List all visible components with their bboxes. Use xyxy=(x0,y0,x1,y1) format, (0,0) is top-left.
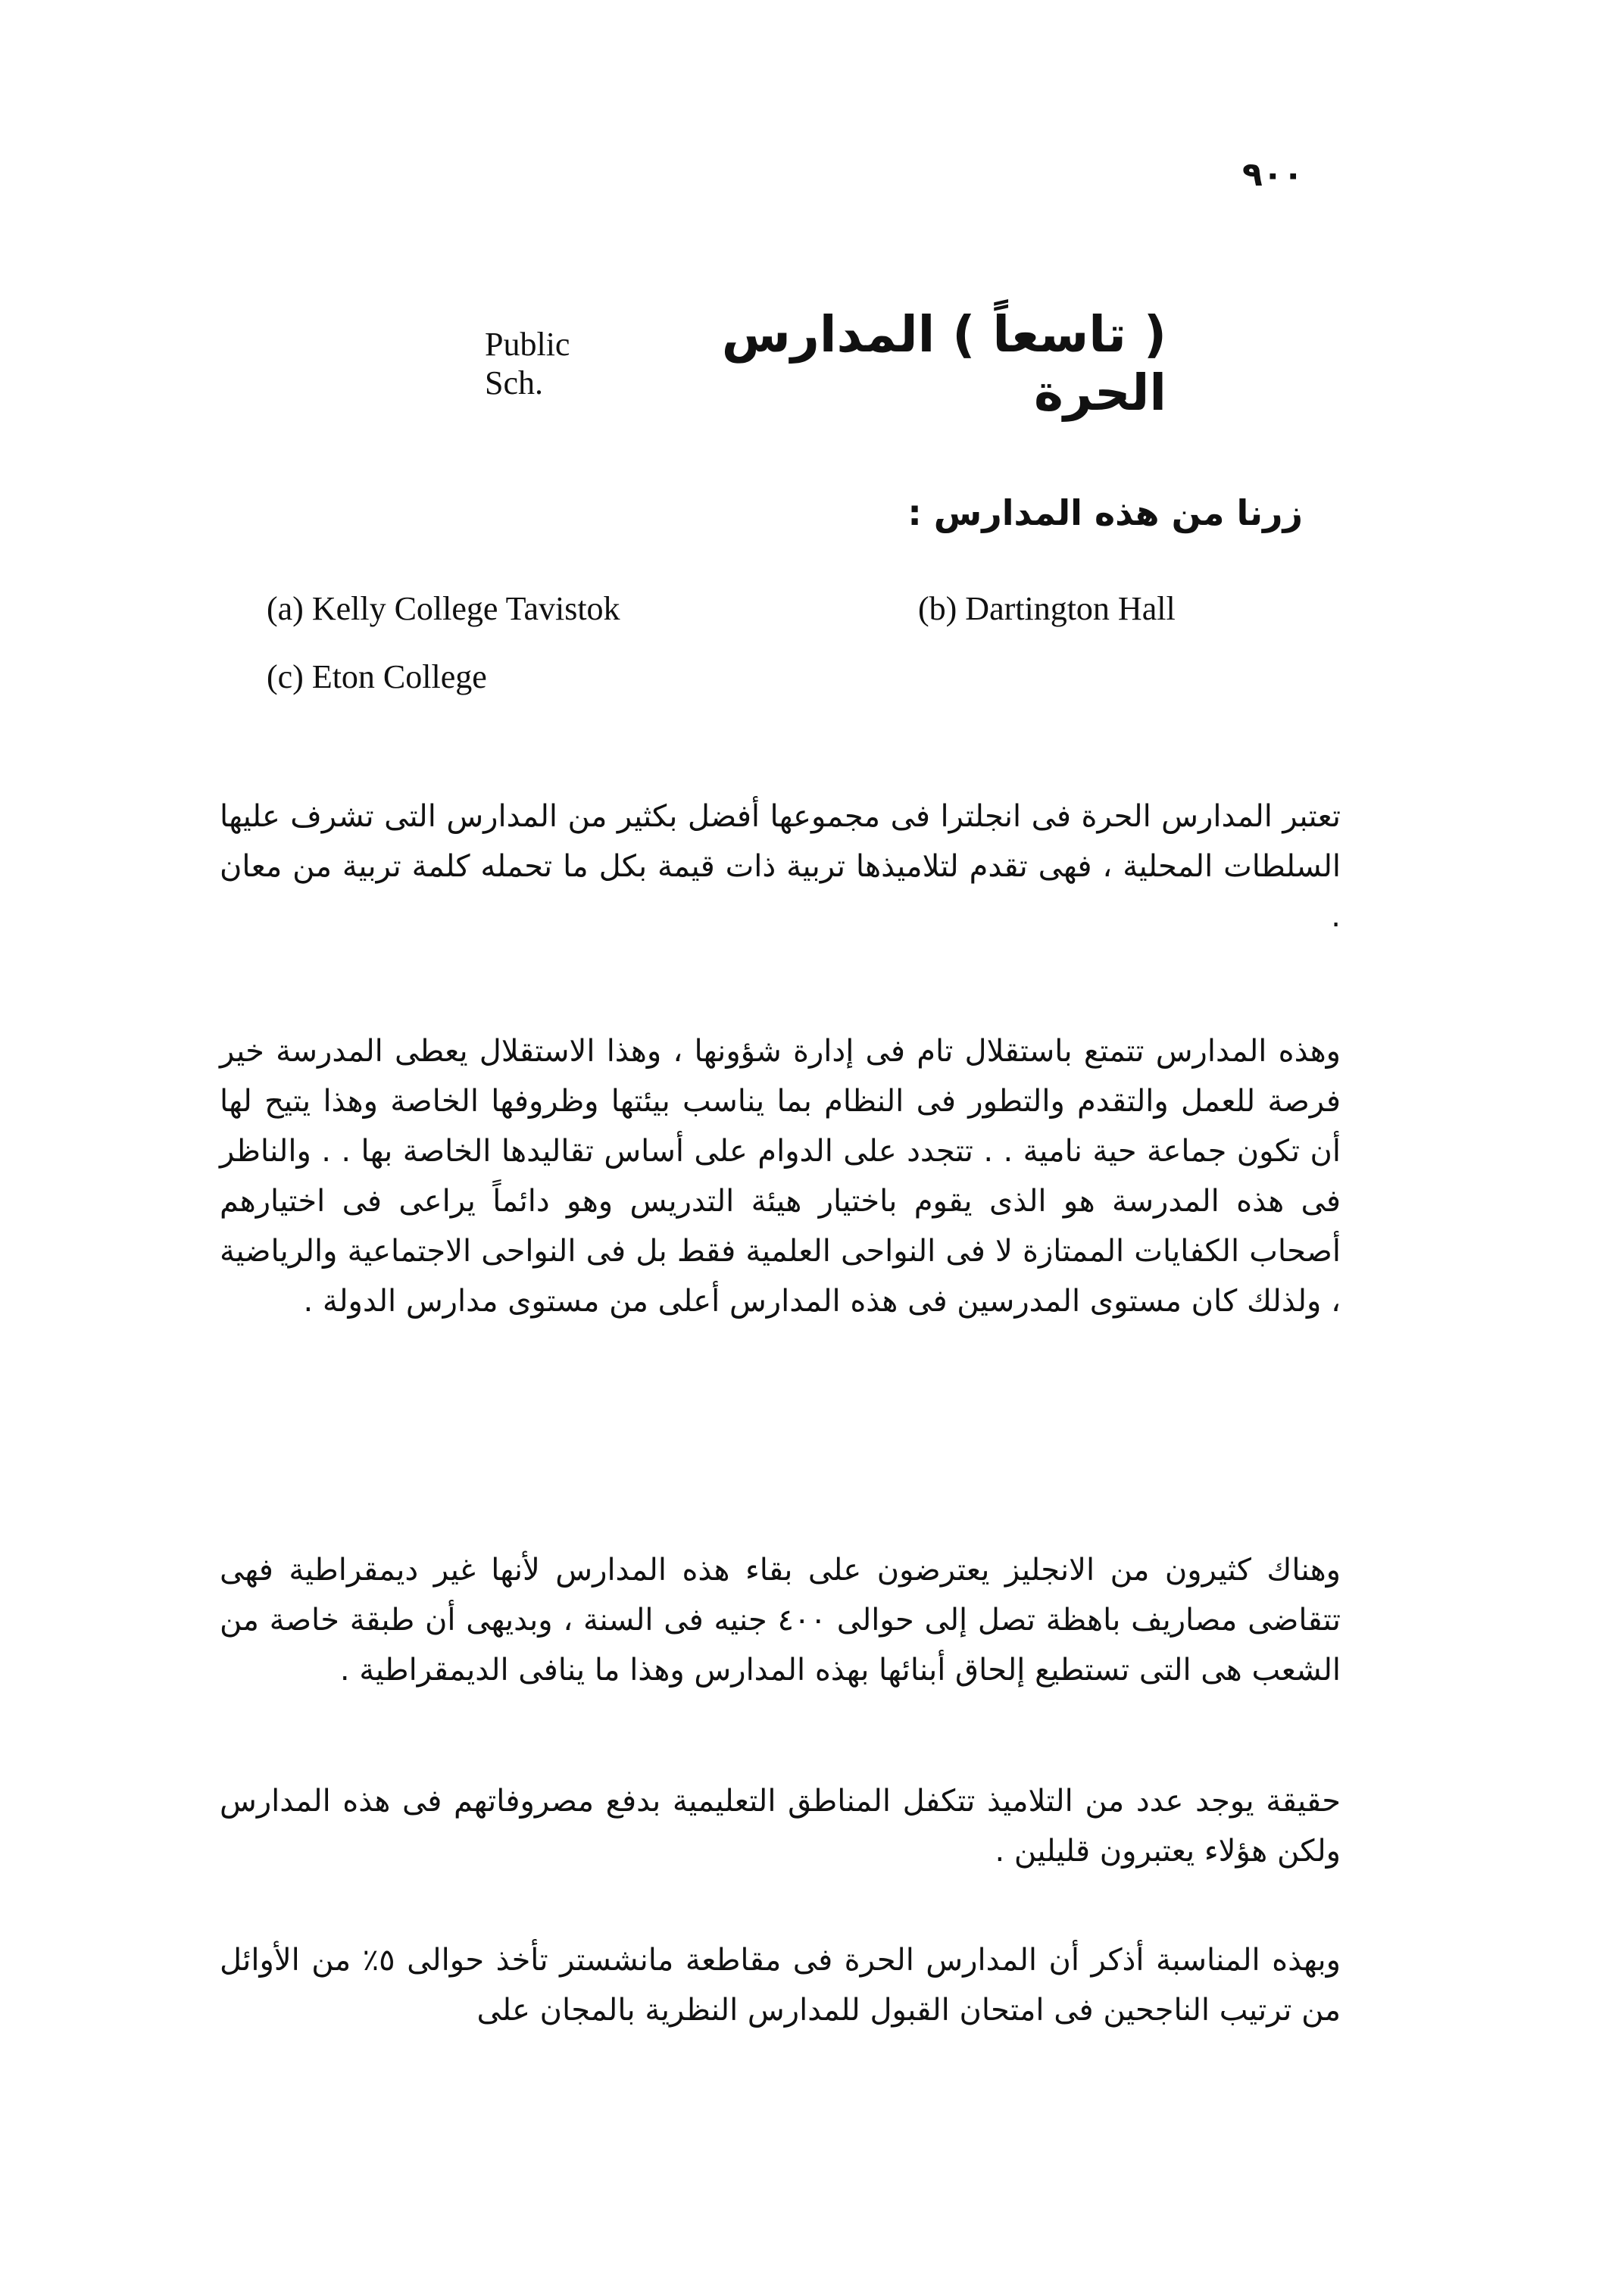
heading-arabic: ( تاسعاً ) المدارس الحرة xyxy=(721,305,1166,422)
paragraph-3: وهناك كثيرون من الانجليز يعترضون على بقاء هذه المدارس لأنها غير ديمقراطية فهى تتقاضى مصاريف باهظة تصل إلى حوالى ٤٠٠ جنيه فى السنة ، وبديهى أن طبقة خاصة من الشعب هى التى تستطيع إلحاق أبنائها بهذه المدارس وهذا ما ينافى الديمقراطية . xyxy=(220,1553,1341,1688)
page-number: ٩٠٠ xyxy=(1242,155,1304,194)
paragraph-4: حقيقة يوجد عدد من التلاميذ تتكفل المناطق التعليمية بدفع مصروفاتهم فى هذه المدارس ولكن هؤلاء يعتبرون قليلين . xyxy=(220,1784,1341,1869)
heading-latin: Public Sch. xyxy=(485,326,570,401)
paragraph-5: وبهذه المناسبة أذكر أن المدارس الحرة فى مقاطعة مانشستر تأخذ حوالى ٥٪ من الأوائل من ترتيب الناجحين فى امتحان القبول للمدارس النظرية بالمجان على xyxy=(220,1943,1341,2028)
section-heading xyxy=(485,305,1166,422)
paragraph-1: تعتبر المدارس الحرة فى انجلترا فى مجموعها أفضل بكثير من المدارس التى تشرف عليها السلطات المحلية ، فهى تقدم لتلاميذها تربية ذات قيمة بكل ما تحمله كلمة تربية من معان . xyxy=(220,799,1341,934)
intro-line: زرنا من هذه المدارس : xyxy=(907,492,1303,533)
school-item-b: (b) Dartington Hall xyxy=(918,590,1176,627)
paragraph-2: وهذه المدارس تتمتع باستقلال تام فى إدارة شؤونها ، وهذا الاستقلال يعطى المدرسة خير فرصة للعمل والتقدم والتطور فى النظام بما يناسب بيئتها وظروفها الخاصة وهذا يتيح لها أن تكون جماعة حية نامية . . تتجدد على الدوام على أساس تقاليدها الخاصة بها . . والناظر فى هذه المدرسة هو الذى يقوم باختيار هيئة التدريس وهو دائماً يراعى فى اختيارهم أصحاب الكفايات الممتازة لا فى النواحى العلمية فقط بل فى النواحى الاجتماعية والرياضية ، ولذلك كان مستوى المدرسين فى هذه المدارس أعلى من مستوى مدارس الدولة . xyxy=(220,1034,1341,1319)
school-item-a: (a) Kelly College Tavistok xyxy=(267,590,620,627)
school-item-c: (c) Eton College xyxy=(267,658,487,695)
